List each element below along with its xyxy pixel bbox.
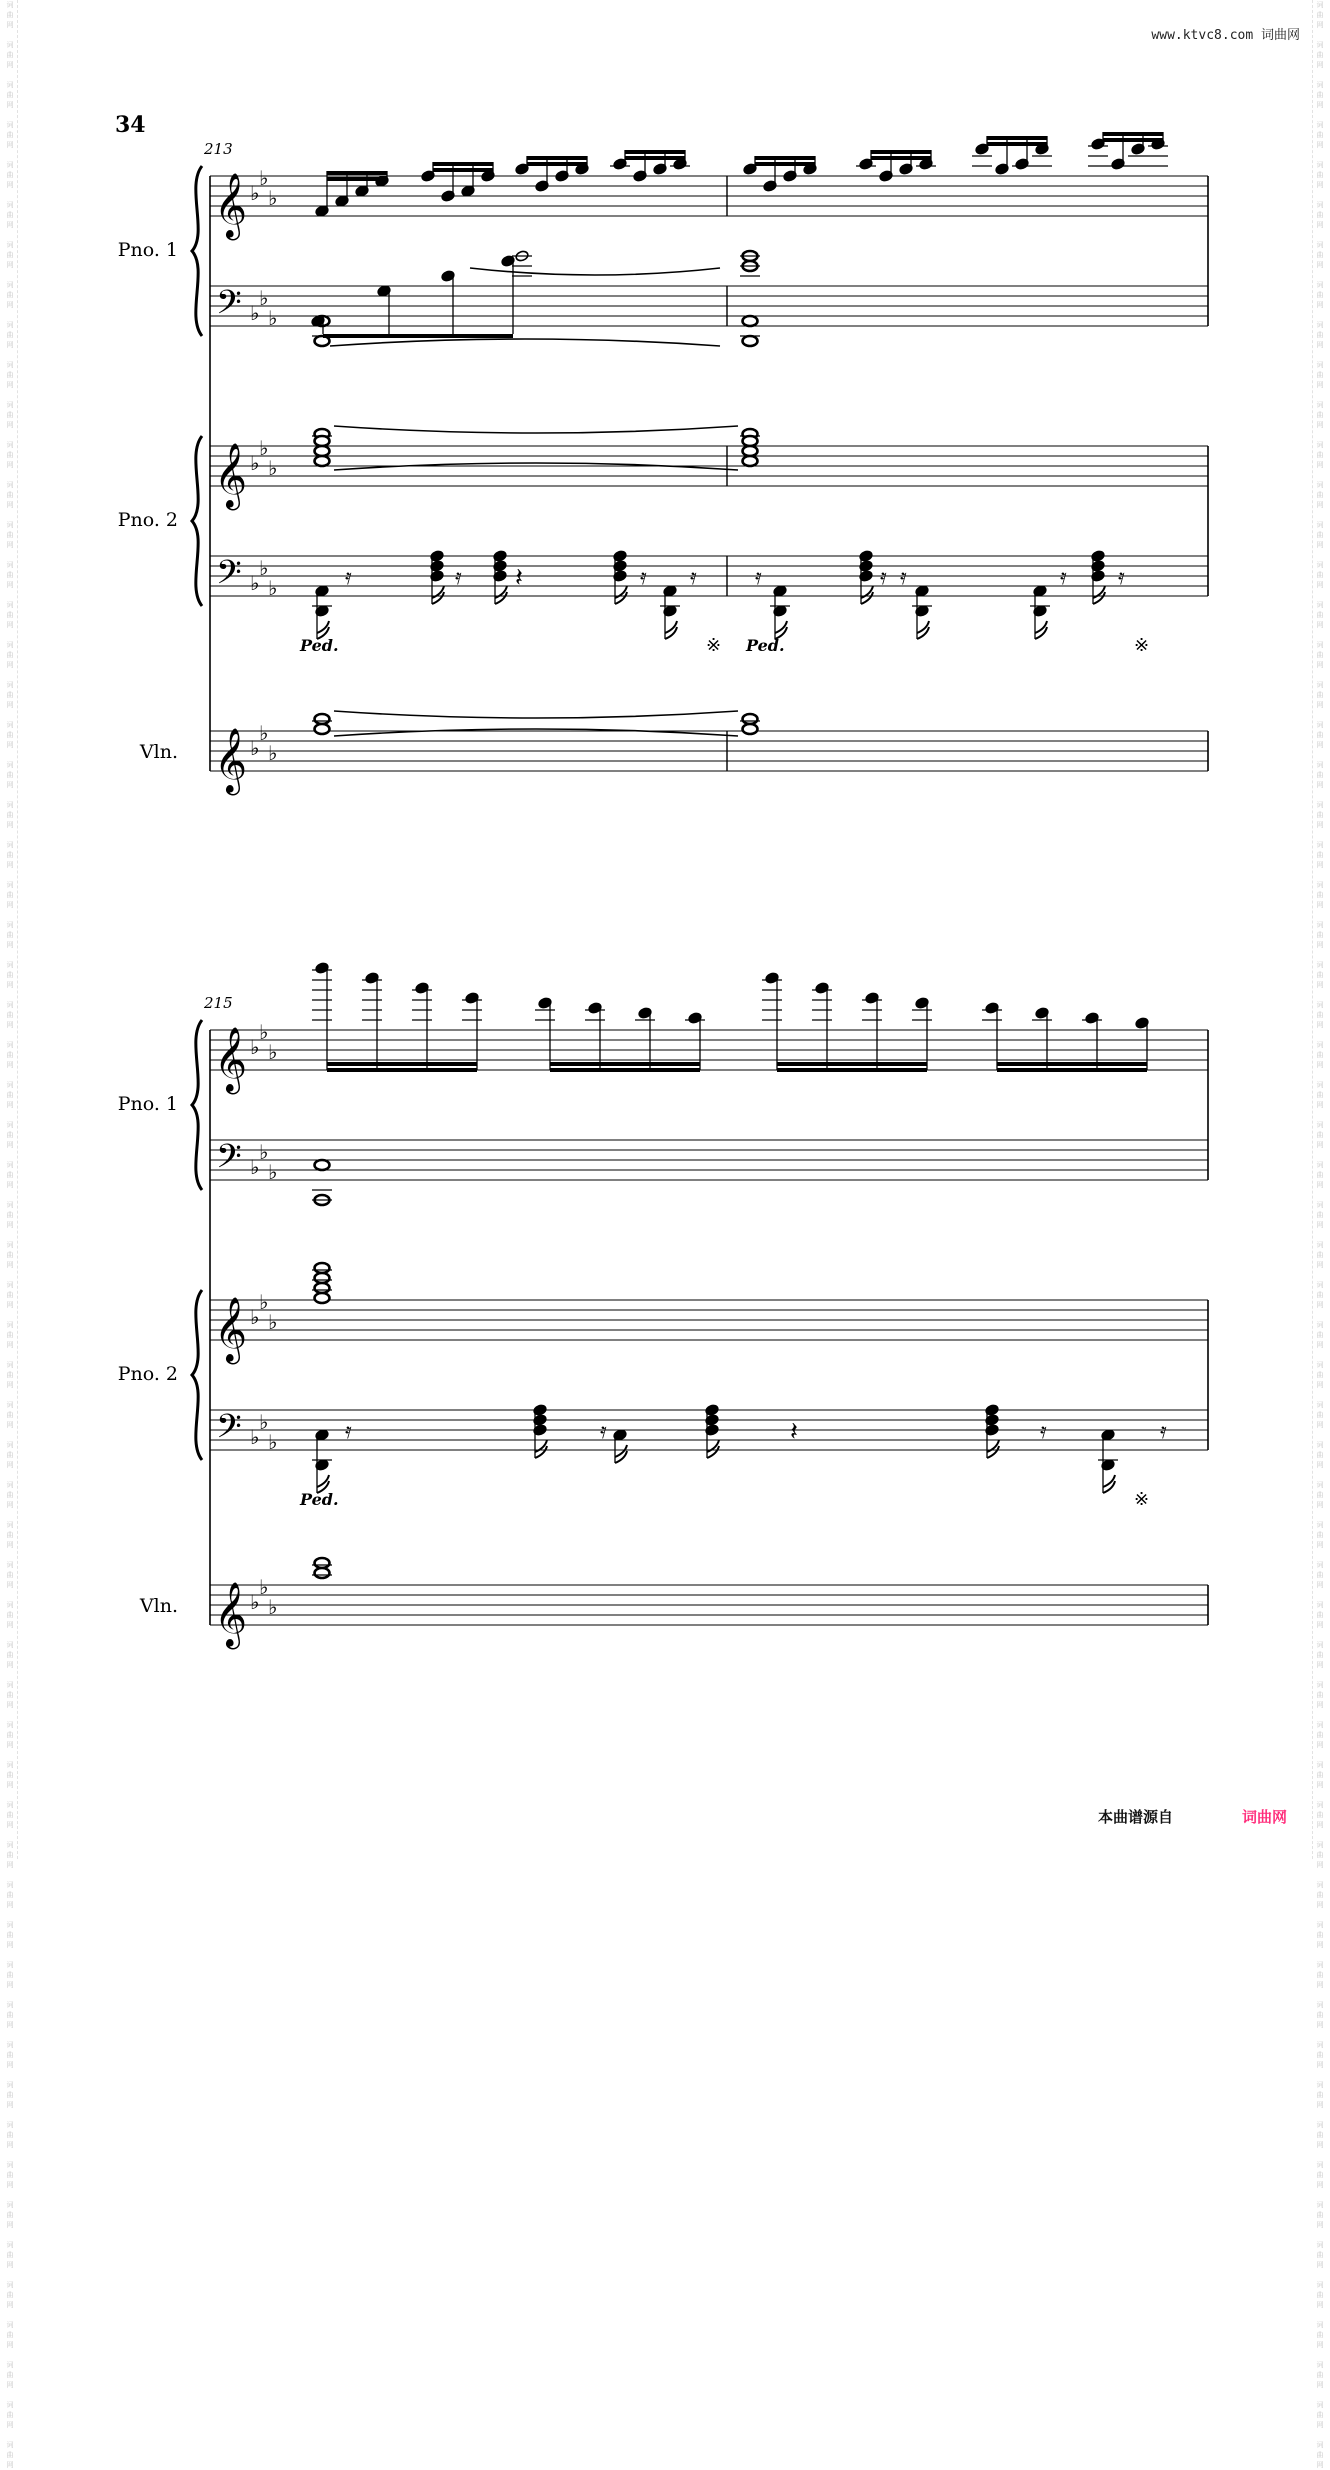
- flat-icon: ♭: [268, 576, 278, 600]
- pedal-release-icon: ※: [706, 635, 722, 656]
- system-2: [118, 962, 1208, 1649]
- sixteenth-rest-icon: 𝄿: [600, 1419, 607, 1444]
- flat-icon: ♭: [268, 1310, 278, 1334]
- pedal-release-icon: ※: [1134, 635, 1150, 656]
- note-beam: [433, 168, 493, 172]
- note-beam: [871, 150, 931, 154]
- whole-note: [315, 724, 330, 734]
- long-tie: [334, 711, 738, 718]
- treble-clef-icon: 𝄞: [214, 728, 248, 793]
- footer-brand-link[interactable]: 词曲网: [1242, 1808, 1288, 1826]
- right-watermark-strip: 词 曲 网 词 曲 网 词 曲 网 词 曲 网 词 曲 网 词 曲 网 词 曲 网 词 曲 网 词 曲 网 词 曲 网 词 曲 网 词 曲 网 词 曲 网 词 曲 网 词 曲 网 词 曲 网 词 曲 网 词 曲 网 词 曲 网 词 曲 网 词 曲 网 词 曲 网 词 曲 网 词 曲 网 词 曲 网 词 曲 网 词 曲 网 词 曲 网 词 曲 网 词 曲 网 词 曲 网 词 曲 网 词 曲 网 词 曲 网 词 曲 网 词 曲 网 词 曲 网 词 曲 网 词 曲 网 词 曲 网 词 曲 网 词 曲 网 词 曲 网 词 曲 网 词 曲 网 词 曲 网 词 曲 网 词 曲 网 词 曲 网 词 曲 网 词 曲 网 词 曲 网 词 曲 网 词 曲 网 词 曲 网 词 曲 网 词 曲 网 词 曲 网 词 曲 网 词 曲 网 词 曲 网 词 曲 网: [1312, 0, 1327, 1859]
- sixteenth-rest-icon: 𝄿: [690, 565, 697, 590]
- source-url[interactable]: www.ktvc8.com 词曲网: [1151, 28, 1300, 43]
- long-tie: [334, 426, 738, 433]
- note-beam: [327, 177, 387, 181]
- instrument-label-pno2: Pno. 2: [117, 509, 178, 531]
- long-tie: [334, 729, 738, 736]
- flat-icon: ♭: [250, 1590, 260, 1614]
- measure-number: 215: [204, 994, 233, 1012]
- whole-note: [743, 436, 758, 446]
- flat-icon: ♭: [268, 741, 278, 765]
- flat-icon: ♭: [268, 1160, 278, 1184]
- flat-icon: ♭: [250, 1155, 260, 1179]
- flat-icon: ♭: [250, 301, 260, 325]
- instrument-label-pno1: Pno. 1: [117, 239, 178, 261]
- whole-note: [315, 714, 330, 724]
- instrument-label-vln: Vln.: [139, 741, 178, 763]
- quarter-rest-icon: 𝄽: [790, 1417, 798, 1447]
- measure-number: 213: [204, 140, 233, 158]
- whole-note: [743, 316, 758, 326]
- whole-note: [315, 436, 330, 446]
- sixteenth-rest-icon: 𝄿: [1160, 1419, 1167, 1444]
- note-beam: [625, 150, 685, 154]
- flat-icon: ♭: [250, 1035, 260, 1059]
- note-beam: [527, 156, 587, 160]
- note-beam: [755, 156, 815, 160]
- pedal-release-icon: ※: [1134, 1489, 1150, 1510]
- flat-icon: ♭: [259, 1410, 269, 1434]
- grand-staff-brace: [192, 166, 202, 336]
- note-beam: [777, 1068, 927, 1072]
- left-watermark-strip: 词 曲 网 词 曲 网 词 曲 网 词 曲 网 词 曲 网 词 曲 网 词 曲 网 词 曲 网 词 曲 网 词 曲 网 词 曲 网 词 曲 网 词 曲 网 词 曲 网 词 曲 网 词 曲 网 词 曲 网 词 曲 网 词 曲 网 词 曲 网 词 曲 网 词 曲 网 词 曲 网 词 曲 网 词 曲 网 词 曲 网 词 曲 网 词 曲 网 词 曲 网 词 曲 网 词 曲 网 词 曲 网 词 曲 网 词 曲 网 词 曲 网 词 曲 网 词 曲 网 词 曲 网 词 曲 网 词 曲 网 词 曲 网 词 曲 网 词 曲 网 词 曲 网 词 曲 网 词 曲 网 词 曲 网 词 曲 网 词 曲 网 词 曲 网 词 曲 网 词 曲 网 词 曲 网 词 曲 网 词 曲 网 词 曲 网 词 曲 网 词 曲 网 词 曲 网 词 曲 网 词 曲 网 词 曲 网: [3, 0, 18, 1859]
- grand-staff-brace: [192, 1290, 202, 1460]
- note-beam: [987, 142, 1047, 146]
- note-beam: [1103, 138, 1163, 142]
- flat-icon: ♭: [259, 1290, 269, 1314]
- treble-clef-icon: 𝄞: [214, 173, 248, 238]
- flat-icon: ♭: [268, 456, 278, 480]
- note-beam: [327, 1068, 477, 1072]
- treble-clef-icon: 𝄞: [214, 1582, 248, 1647]
- flat-icon: ♭: [250, 736, 260, 760]
- sixteenth-rest-icon: 𝄿: [900, 565, 907, 590]
- grand-staff-brace: [192, 1020, 202, 1190]
- whole-note: [743, 714, 758, 724]
- flat-icon: ♭: [250, 1425, 260, 1449]
- flat-icon: ♭: [259, 1140, 269, 1164]
- whole-note: [315, 1293, 330, 1303]
- whole-note: [315, 1160, 330, 1170]
- sixteenth-rest-icon: 𝄿: [640, 565, 647, 590]
- long-tie: [470, 268, 720, 275]
- flat-icon: ♭: [268, 306, 278, 330]
- bass-clef-icon: 𝄢: [216, 284, 242, 330]
- note-beam: [327, 1062, 477, 1066]
- sixteenth-rest-icon: 𝄿: [345, 565, 352, 590]
- sixteenth-rest-icon: 𝄿: [1040, 1419, 1047, 1444]
- instrument-label-pno2: Pno. 2: [117, 1363, 178, 1385]
- bass-clef-icon: 𝄢: [216, 1408, 242, 1454]
- flat-icon: ♭: [259, 1020, 269, 1044]
- pedal-mark: Ped.: [300, 636, 339, 655]
- instrument-label-pno1: Pno. 1: [117, 1093, 178, 1115]
- note-beam: [327, 171, 387, 175]
- note-beam: [550, 1068, 700, 1072]
- whole-note: [315, 446, 330, 456]
- whole-note: [315, 1568, 330, 1578]
- grand-staff-brace: [192, 436, 202, 606]
- pedal-mark: Ped.: [746, 636, 785, 655]
- flat-icon: ♭: [259, 286, 269, 310]
- sixteenth-rest-icon: 𝄿: [1060, 565, 1067, 590]
- page-number: 34: [115, 112, 146, 138]
- whole-note: [743, 446, 758, 456]
- sixteenth-rest-icon: 𝄿: [1118, 565, 1125, 590]
- sixteenth-rest-icon: 𝄿: [455, 565, 462, 590]
- flat-icon: ♭: [268, 1040, 278, 1064]
- pedal-mark: Ped.: [300, 1490, 339, 1509]
- treble-clef-icon: 𝄞: [214, 443, 248, 508]
- note-beam: [527, 162, 587, 166]
- flat-icon: ♭: [250, 1305, 260, 1329]
- whole-note: [315, 1558, 330, 1568]
- flat-icon: ♭: [250, 571, 260, 595]
- whole-note: [315, 1283, 330, 1293]
- treble-clef-icon: 𝄞: [214, 1027, 248, 1092]
- quarter-rest-icon: 𝄽: [515, 563, 523, 593]
- note-beam: [550, 1062, 700, 1066]
- note-beam: [755, 162, 815, 166]
- note-beam: [997, 1062, 1147, 1066]
- note-beam: [987, 136, 1047, 140]
- whole-note: [743, 336, 758, 346]
- flat-icon: ♭: [259, 166, 269, 190]
- treble-clef-icon: 𝄞: [214, 1297, 248, 1362]
- note-beam: [1103, 132, 1163, 136]
- flat-icon: ♭: [250, 181, 260, 205]
- note-beam: [777, 1062, 927, 1066]
- flat-icon: ♭: [259, 436, 269, 460]
- whole-note: [743, 724, 758, 734]
- note-beam: [323, 334, 513, 338]
- sixteenth-rest-icon: 𝄿: [755, 565, 762, 590]
- bass-clef-icon: 𝄢: [216, 1138, 242, 1184]
- system-1: [118, 132, 1208, 795]
- note-beam: [871, 156, 931, 160]
- note-beam: [997, 1068, 1147, 1072]
- footer-source-label: 本曲谱源自: [1098, 1808, 1174, 1826]
- whole-note: [743, 456, 758, 466]
- instrument-label-vln: Vln.: [139, 1595, 178, 1617]
- sixteenth-rest-icon: 𝄿: [345, 1419, 352, 1444]
- flat-icon: ♭: [268, 1595, 278, 1619]
- flat-icon: ♭: [259, 556, 269, 580]
- sixteenth-rest-icon: 𝄿: [880, 565, 887, 590]
- note-beam: [433, 162, 493, 166]
- flat-icon: ♭: [250, 451, 260, 475]
- flat-icon: ♭: [268, 186, 278, 210]
- note-beam: [625, 156, 685, 160]
- long-tie: [330, 339, 720, 346]
- flat-icon: ♭: [259, 1575, 269, 1599]
- whole-note: [315, 1273, 330, 1283]
- flat-icon: ♭: [268, 1430, 278, 1454]
- bass-clef-icon: 𝄢: [216, 554, 242, 600]
- flat-icon: ♭: [259, 721, 269, 745]
- whole-note: [315, 1263, 330, 1273]
- whole-note: [315, 456, 330, 466]
